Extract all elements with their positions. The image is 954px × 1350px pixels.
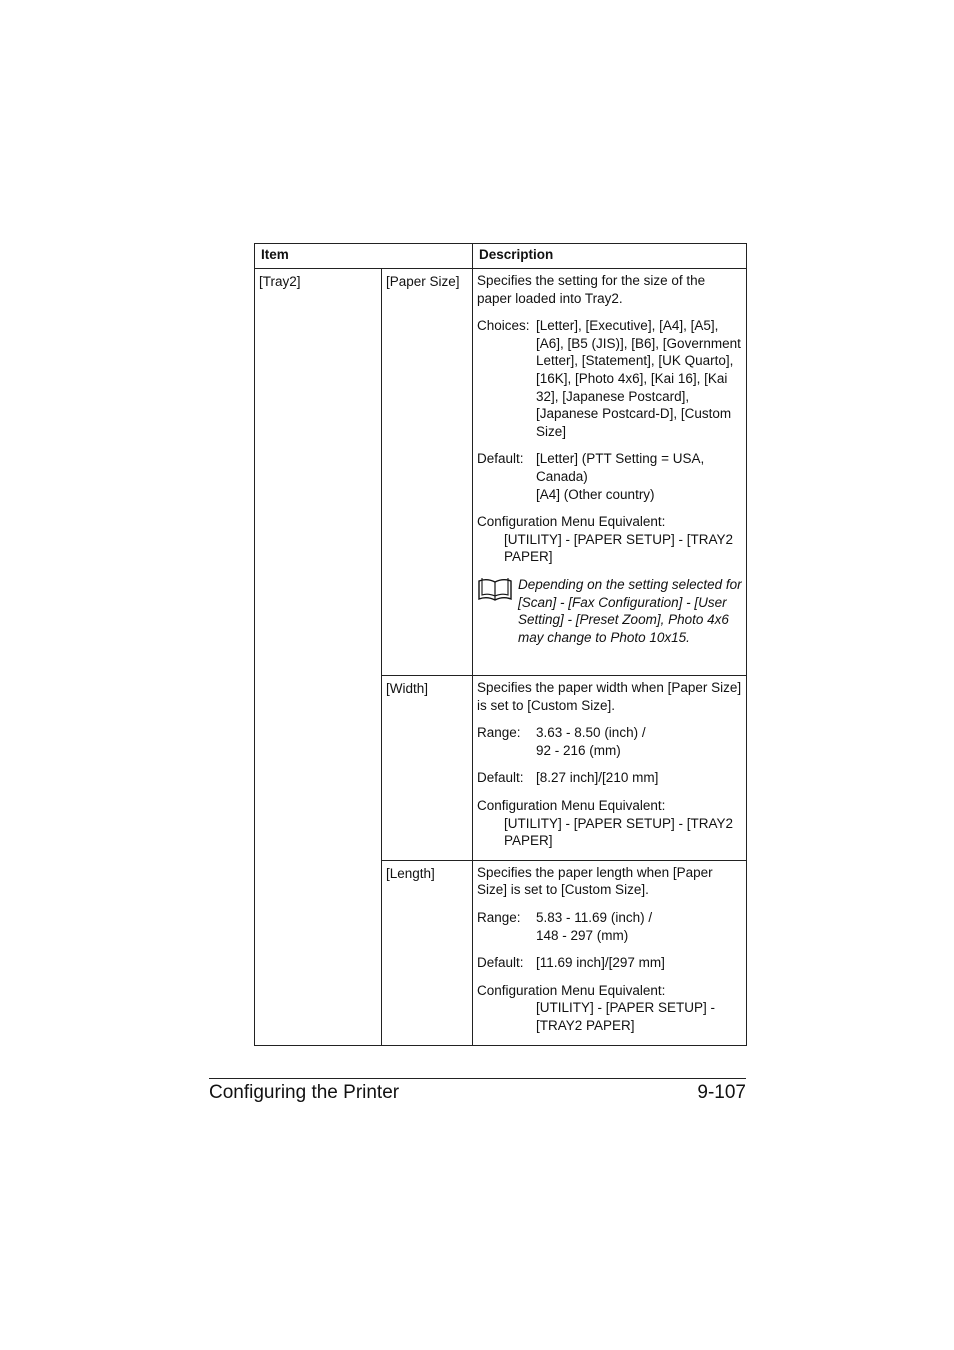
settings-table [254,243,747,1046]
range-line: 5.83 - 11.69 (inch) / [536,909,653,925]
default-line: [Letter] (PTT Setting = USA, Canada) [536,451,705,484]
item-cell: [Tray2] [255,269,382,1046]
choices-entry [477,317,742,440]
range-label: Range: [477,725,521,741]
default-value: [8.27 inch]/[210 mm] [536,770,659,786]
footer-title: Configuring the Printer [209,1082,400,1103]
range-line: 148 - 297 (mm) [536,927,629,943]
config-label: Configuration Menu Equivalent: [477,797,666,813]
range-entry [477,724,742,759]
book-note-icon [477,576,518,646]
default-line: [A4] (Other country) [536,486,655,502]
table-row [255,269,747,676]
default-label: Default: [477,451,524,467]
sub-item-cell: [Paper Size] [382,269,473,676]
note-text: Depending on the setting selected for [Scan] - [Fax Configuration] - [User Setting] - [Preset Zoom], Photo 4x6 may change to Photo 10x15. [518,576,742,645]
header-description: Description [473,244,747,269]
config-entry [477,982,742,1035]
default-label: Default: [477,955,524,971]
choices-label: Choices: [477,318,530,334]
config-value: [UTILITY] - [PAPER SETUP] - [TRAY2 PAPER] [536,1000,716,1033]
config-value: [UTILITY] - [PAPER SETUP] - [TRAY2 PAPER] [504,815,734,849]
table-header-row [255,244,747,269]
range-entry [477,909,742,944]
default-entry [477,769,742,787]
sub-item-cell: [Length] [382,860,473,1045]
config-value: [UTILITY] - [PAPER SETUP] - [TRAY2 PAPER] [504,531,734,565]
range-value [536,909,742,944]
config-label: Configuration Menu Equivalent: [477,514,666,530]
range-value [536,724,742,759]
sub-item-cell: [Width] [382,676,473,861]
default-label: Default: [477,770,524,786]
range-line: 3.63 - 8.50 (inch) / [536,725,646,741]
description-cell [473,860,747,1045]
default-value [536,450,742,503]
default-entry [477,954,742,972]
range-line: 92 - 216 (mm) [536,742,621,758]
choices-value: [Letter], [Executive], [A4], [A5], [A6], [B5 (JIS)], [B6], [Government Letter], [Statement], [UK Quarto], [16K], [Photo 4x6], [Kai 16], [Kai 32], [Japanese Postcard], [Japanese Postcard-D], [Custom Size] [536,318,741,439]
description-intro: Specifies the paper width when [Paper Size] is set to [Custom Size]. [477,680,742,713]
header-item: Item [255,244,473,269]
description-cell [473,269,747,676]
default-entry [477,450,742,503]
page-number: 9-107 [697,1082,746,1103]
range-label: Range: [477,909,521,925]
config-entry [477,797,742,850]
description-intro: Specifies the paper length when [Paper Size] is set to [Custom Size]. [477,864,713,898]
footer-divider [209,1078,746,1079]
note-block [477,576,742,646]
description-intro: Specifies the setting for the size of the paper loaded into Tray2. [477,273,706,306]
default-value: [11.69 inch]/[297 mm] [536,955,665,971]
config-label: Configuration Menu Equivalent: [477,982,666,998]
config-entry [477,513,742,566]
description-cell [473,676,747,861]
